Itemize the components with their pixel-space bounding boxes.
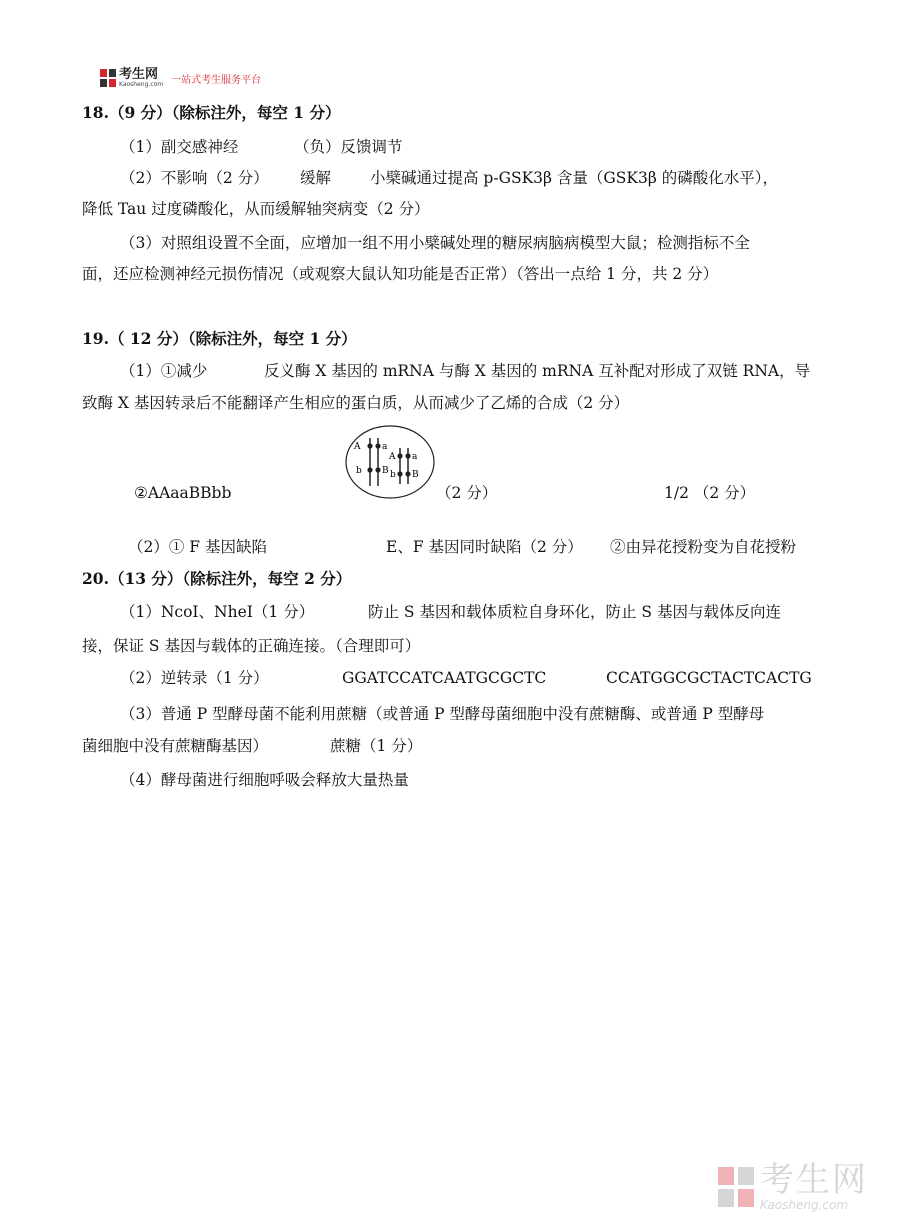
q20-answer-4: （4）酵母菌进行细胞呼吸会释放大量热量	[120, 771, 409, 789]
watermark-mark-icon	[718, 1167, 754, 1207]
q20-answer-1c: 接，保证 S 基因与载体的正确连接。（合理即可）	[82, 637, 421, 655]
q18-answer-1a: （1）副交感神经	[120, 138, 239, 156]
q19-answer-2a: （2）① F 基因缺陷	[128, 538, 267, 556]
logo-slogan: 一站式考生服务平台	[171, 74, 262, 86]
site-logo	[100, 66, 261, 90]
q19-title: 19.（ 12 分）（除标注外，每空 1 分）	[82, 329, 357, 348]
q19-answer-1b: 反义酶 X 基因的 mRNA 与酶 X 基因的 mRNA 互补配对形成了双链 RNA，导	[264, 362, 811, 380]
q19-answer-2b: E、F 基因同时缺陷（2 分）	[386, 538, 583, 556]
q18-answer-2a: （2）不影响（2 分）	[120, 169, 269, 187]
q18-answer-1b: （负）反馈调节	[294, 138, 403, 156]
logo-mark-icon	[100, 69, 116, 87]
q19-figure-score: （2 分）	[436, 484, 498, 502]
allele-label: A	[354, 442, 361, 452]
q18-answer-2d: 降低 Tau 过度磷酸化，从而缓解轴突病变（2 分）	[82, 200, 430, 218]
q20-answer-1a: （1）NcoI、NheI（1 分）	[120, 603, 315, 621]
q19-ratio: 1/2 （2 分）	[664, 484, 756, 502]
svg-text:a: a	[412, 452, 418, 462]
q20-title: 20.（13 分）（除标注外，每空 2 分）	[82, 569, 352, 588]
watermark-name: 考生网	[760, 1160, 868, 1200]
q20-answer-1b: 防止 S 基因和载体质粒自身环化，防止 S 基因与载体反向连	[368, 603, 781, 621]
watermark-logo	[718, 1162, 868, 1212]
svg-text:A: A	[389, 452, 396, 462]
q19-genotype: ②AAaaBBbb	[134, 484, 232, 502]
svg-text:b: b	[390, 470, 396, 480]
q20-answer-3b: 菌细胞中没有蔗糖酶基因）	[82, 737, 269, 755]
q20-answer-2a: （2）逆转录（1 分）	[120, 669, 269, 687]
q18-answer-2c: 小檗碱通过提高 p-GSK3β 含量（GSK3β 的磷酸化水平），	[370, 169, 778, 187]
allele-label: B	[382, 466, 389, 476]
q18-answer-3a: （3）对照组设置不全面，应增加一组不用小檗碱处理的糖尿病脑病模型大鼠；检测指标不全	[120, 234, 750, 252]
q19-answer-1a: （1）①减少	[120, 362, 208, 380]
q19-answer-1c: 致酶 X 基因转录后不能翻译产生相应的蛋白质，从而减少了乙烯的合成（2 分）	[82, 394, 630, 412]
allele-label: b	[356, 466, 362, 476]
q18-title: 18.（9 分）（除标注外，每空 1 分）	[82, 103, 341, 122]
svg-text:B: B	[412, 470, 419, 480]
q18-answer-3b: 面，还应检测神经元损伤情况（或观察大鼠认知功能是否正常）（答出一点给 1 分，共 2 分）	[82, 265, 719, 283]
logo-name: 考生网	[119, 67, 159, 82]
logo-domain: Kaosheng.com	[119, 81, 164, 88]
watermark-domain: Kaosheng.com	[760, 1198, 849, 1212]
q18-answer-2b: 缓解	[300, 169, 332, 187]
q20-answer-2b: GGATCCATCAATGCGCTC	[342, 669, 547, 687]
meiosis-cell-figure	[344, 424, 436, 500]
allele-label: a	[382, 442, 388, 452]
q20-answer-2c: CCATGGCGCTACTCACTG	[606, 669, 812, 687]
q20-answer-3c: 蔗糖（1 分）	[330, 737, 423, 755]
q20-answer-3a: （3）普通 P 型酵母菌不能利用蔗糖（或普通 P 型酵母菌细胞中没有蔗糖酶、或普通 P 型酵母	[120, 705, 765, 723]
q19-answer-2c: ②由异花授粉变为自花授粉	[610, 538, 797, 556]
